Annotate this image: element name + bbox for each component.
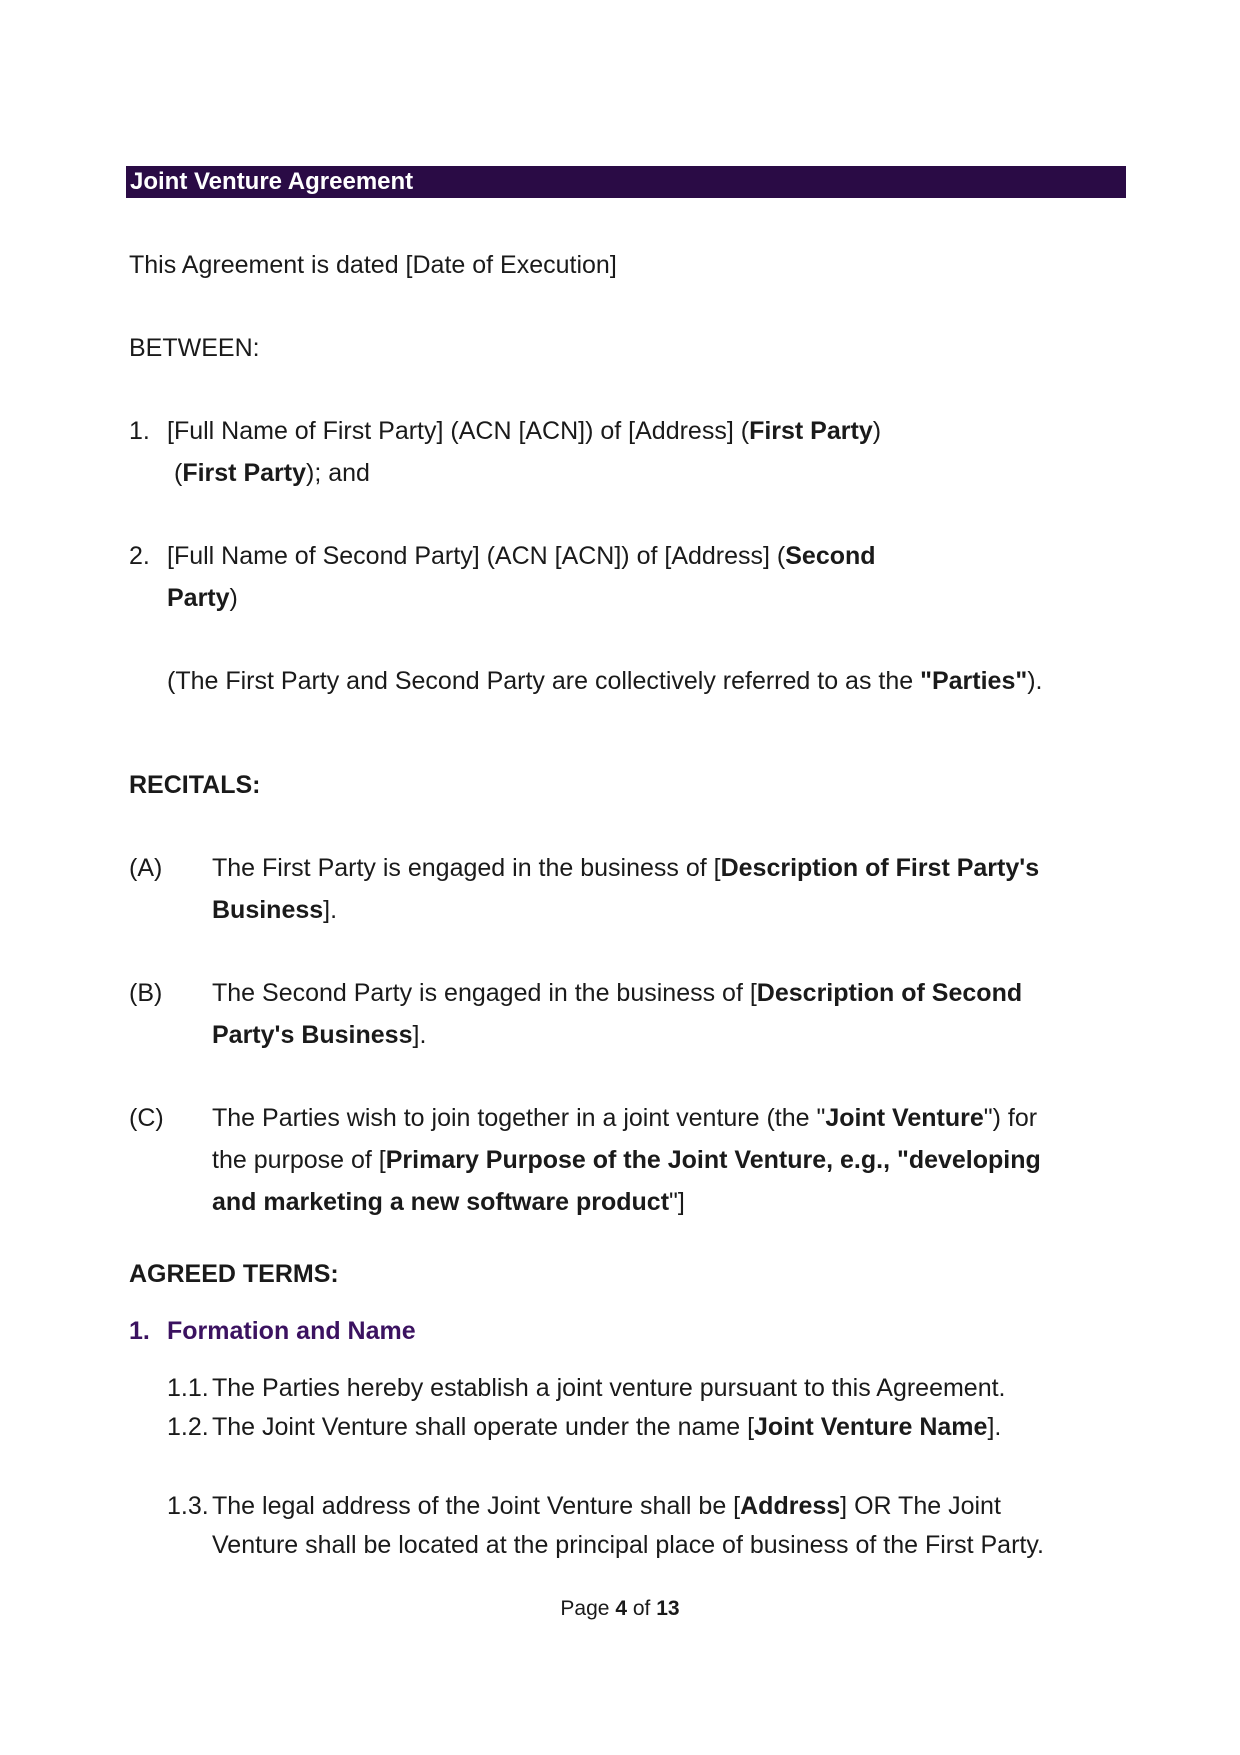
of-label: of (632, 1597, 651, 1620)
party-2-line-1: [Full Name of Second Party] (ACN [ACN]) of [Address] (Second (167, 542, 876, 570)
clause-1-2-text: The Joint Venture shall operate under the name [Joint Venture Name]. (212, 1413, 1002, 1441)
between-label: BETWEEN: (129, 334, 260, 362)
party-1-line-1: [Full Name of First Party] (ACN [ACN]) of [Address] (First Party) (167, 417, 882, 445)
recital-c-line-1: The Parties wish to join together in a joint venture (the "Joint Venture") for (212, 1104, 1038, 1132)
recital-b-line-2: Party's Business]. (212, 1021, 427, 1049)
parties-definition: (The First Party and Second Party are collectively referred to as the "Parties"). (167, 667, 1043, 695)
party-1-line-2: (First Party); and (174, 459, 370, 487)
clause-1-3-number: 1.3. (167, 1492, 209, 1520)
party-2-line-2: Party) (167, 584, 238, 612)
recitals-heading: RECITALS: (129, 771, 261, 799)
document-title: Joint Venture Agreement (130, 168, 414, 195)
clause-1-3-line-1: The legal address of the Joint Venture shall be [Address] OR The Joint (212, 1492, 1001, 1520)
document-title-bar (126, 166, 1126, 198)
clause-1-3-line-2: Venture shall be located at the principal place of business of the First Party. (212, 1531, 1044, 1559)
recital-a-line-1: The First Party is engaged in the business of [Description of First Party's (212, 854, 1040, 882)
party-2-number: 2. (129, 542, 150, 570)
clause-1-1-number: 1.1. (167, 1374, 209, 1402)
recital-b-line-1: The Second Party is engaged in the business of [Description of Second (212, 979, 1023, 1007)
section-1-title: Formation and Name (167, 1317, 416, 1345)
clause-1-2-number: 1.2. (167, 1413, 209, 1441)
recital-a-line-2: Business]. (212, 896, 338, 924)
party-1-number: 1. (129, 417, 150, 445)
page-label: Page (560, 1597, 610, 1620)
page-number-footer (0, 1594, 1240, 1624)
agreed-terms-heading: AGREED TERMS: (129, 1260, 339, 1288)
page-current: 4 (615, 1597, 627, 1620)
recital-a-label: (A) (129, 854, 163, 882)
clause-1-1-text: The Parties hereby establish a joint venture pursuant to this Agreement. (212, 1374, 1006, 1402)
dated-line: This Agreement is dated [Date of Execution] (129, 251, 617, 279)
section-1-number: 1. (129, 1317, 150, 1345)
recital-c-line-2: the purpose of [Primary Purpose of the Joint Venture, e.g., "developing (212, 1146, 1041, 1174)
recital-c-label: (C) (129, 1104, 164, 1132)
recital-c-line-3: and marketing a new software product"] (212, 1188, 685, 1216)
page-total: 13 (656, 1597, 680, 1620)
recital-b-label: (B) (129, 979, 163, 1007)
